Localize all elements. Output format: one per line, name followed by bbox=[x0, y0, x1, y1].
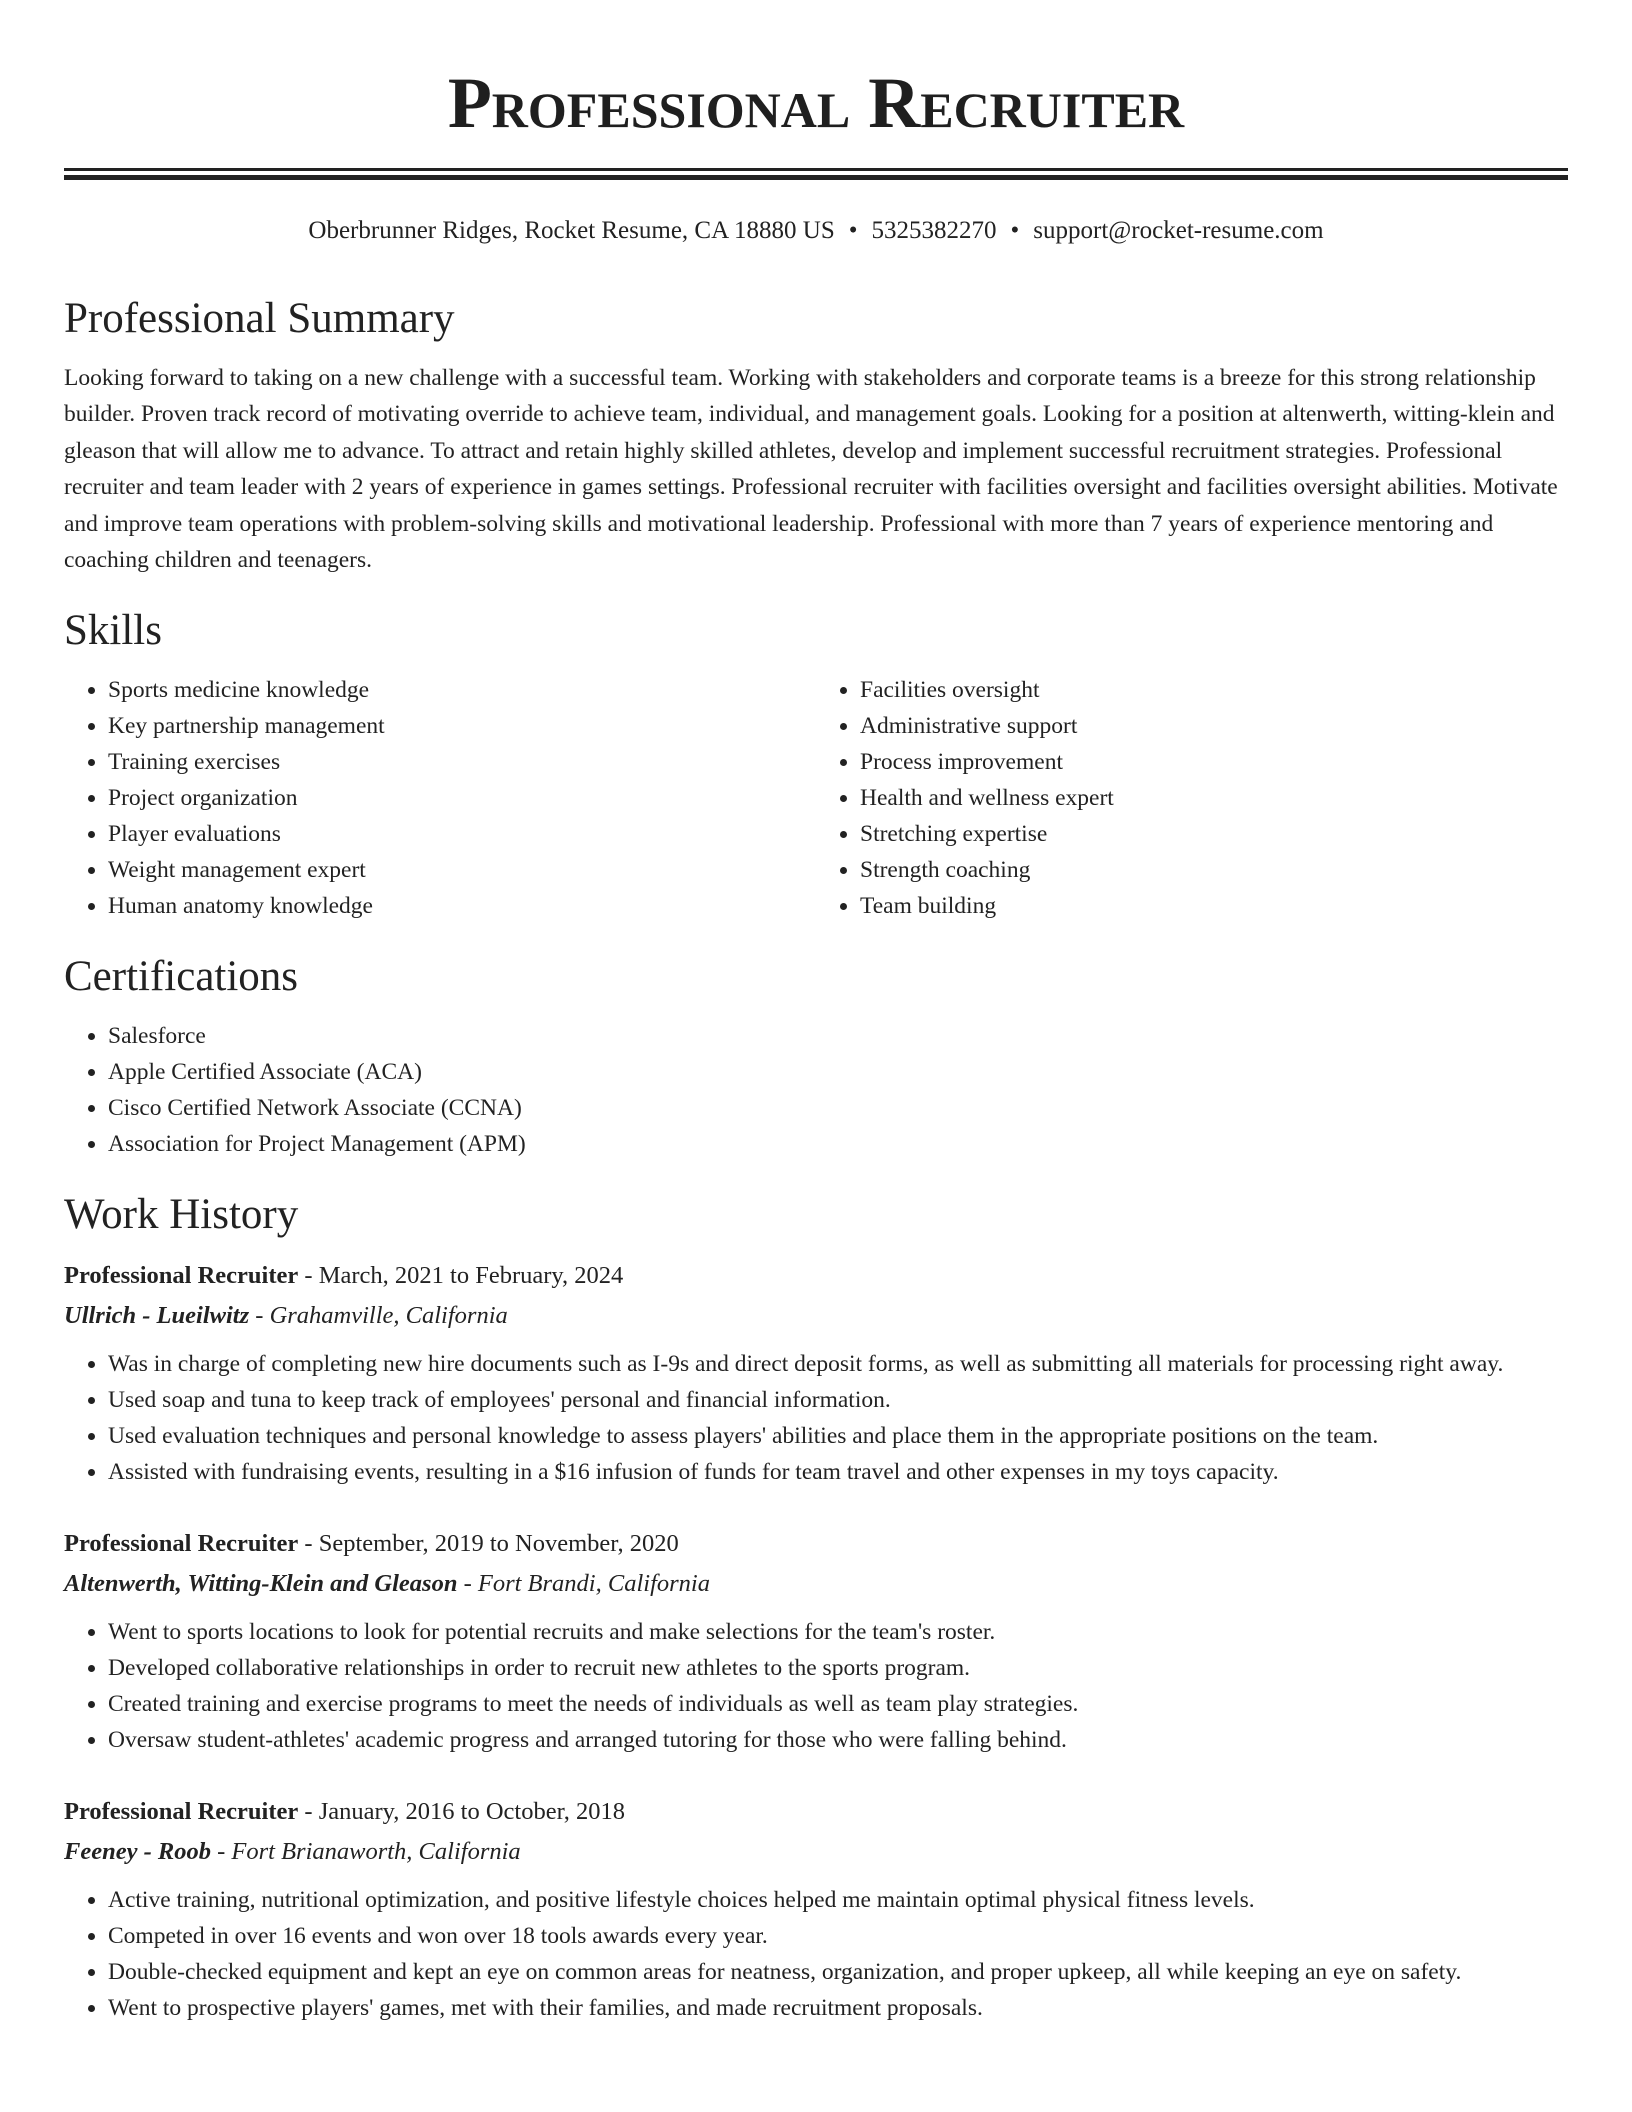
job-company-line: Ullrich - Lueilwitz - Grahamville, California bbox=[64, 1302, 508, 1330]
skill-item: • Process improvement bbox=[860, 744, 1568, 780]
job-company: Altenwerth, Witting-Klein and Gleason bbox=[64, 1570, 458, 1598]
resume-content bbox=[64, 292, 1568, 2060]
job-bullet: • Was in charge of completing new hire documents such as I-9s and direct deposit forms, as well as submitting all materials for processing right away. bbox=[108, 1346, 1568, 1382]
contact-address: Oberbrunner Ridges, Rocket Resume, CA 18880 US bbox=[308, 217, 835, 244]
job-entry bbox=[64, 1792, 1568, 2026]
skill-item: • Team building bbox=[860, 888, 1568, 924]
certifications-section bbox=[64, 950, 1568, 1162]
skill-item: • Project organization bbox=[108, 780, 816, 816]
job-location: Grahamville, California bbox=[269, 1302, 508, 1330]
work-history-heading: Work History bbox=[64, 1191, 299, 1239]
summary-section bbox=[64, 292, 1568, 578]
skills-section bbox=[64, 604, 1568, 924]
job-bullet: • Double-checked equipment and kept an eye on common areas for neatness, organization, and proper upkeep, all while keeping an eye on safety. bbox=[108, 1954, 1568, 1990]
job-company: Ullrich - Lueilwitz bbox=[64, 1302, 250, 1330]
skill-item: • Facilities oversight bbox=[860, 672, 1568, 708]
job-bullet: • Oversaw student-athletes' academic progress and arranged tutoring for those who were falling behind. bbox=[108, 1722, 1568, 1758]
skills-right-list bbox=[816, 672, 1568, 924]
job-bullet: • Competed in over 16 events and won over 18 tools awards every year. bbox=[108, 1918, 1568, 1954]
skill-item: • Stretching expertise bbox=[860, 816, 1568, 852]
job-title-line: Professional Recruiter - September, 2019 to November, 2020 bbox=[64, 1530, 679, 1558]
job-company-line: Feeney - Roob - Fort Brianaworth, California bbox=[64, 1838, 521, 1866]
job-bullets bbox=[64, 1346, 1568, 1490]
job-bullets bbox=[64, 1614, 1568, 1758]
job-bullet: • Used soap and tuna to keep track of employees' personal and financial information. bbox=[108, 1382, 1568, 1418]
contact-email: support@rocket-resume.com bbox=[1033, 217, 1324, 244]
job-bullet: • Assisted with fundraising events, resulting in a $16 infusion of funds for team travel and other expenses in my toys capacity. bbox=[108, 1454, 1568, 1490]
summary-heading: Professional Summary bbox=[64, 295, 455, 342]
skill-item: • Training exercises bbox=[108, 744, 816, 780]
job-bullet: • Created training and exercise programs to meet the needs of individuals as well as team play strategies. bbox=[108, 1686, 1568, 1722]
contact-separator: • bbox=[848, 217, 858, 244]
skill-item: • Key partnership management bbox=[108, 708, 816, 744]
job-dates: September, 2019 to November, 2020 bbox=[318, 1530, 679, 1558]
job-title: Professional Recruiter bbox=[64, 1798, 299, 1826]
contact-phone: 5325382270 bbox=[871, 217, 997, 244]
job-location: Fort Brianaworth, California bbox=[231, 1838, 521, 1866]
header-rule-thin bbox=[64, 168, 1568, 171]
skill-item: • Strength coaching bbox=[860, 852, 1568, 888]
job-dates: March, 2021 to February, 2024 bbox=[318, 1262, 624, 1290]
skill-item: • Weight management expert bbox=[108, 852, 816, 888]
job-entry bbox=[64, 1524, 1568, 1758]
contact-line bbox=[0, 214, 1632, 248]
certification-item: • Apple Certified Associate (ACA) bbox=[108, 1054, 1568, 1090]
job-company-line: Altenwerth, Witting-Klein and Gleason - Fort Brandi, California bbox=[64, 1570, 710, 1598]
skills-left-list bbox=[64, 672, 816, 924]
certification-item: • Cisco Certified Network Associate (CCNA) bbox=[108, 1090, 1568, 1126]
certifications-heading: Certifications bbox=[64, 953, 299, 1001]
job-title-line: Professional Recruiter - March, 2021 to February, 2024 bbox=[64, 1262, 624, 1290]
job-title-line: Professional Recruiter - January, 2016 to October, 2018 bbox=[64, 1798, 626, 1826]
skill-item: • Human anatomy knowledge bbox=[108, 888, 816, 924]
summary-text: Looking forward to taking on a new challenge with a successful team. Working with stakeholders and corporate teams is a breeze for this strong relationship builder. Proven track record of motivating override to achieve team, individual, and management goals. Looking for a position at altenwerth, witting-klein and gleason that will allow me to advance. To attract and retain highly skilled athletes, develop and implement successful recruitment strategies. Professional recruiter and team leader with 2 years of experience in games settings. Professional recruiter with facilities oversight and facilities oversight abilities. Motivate and improve team operations with problem-solving skills and motivational leadership. Professional with more than 7 years of experience mentoring and coaching children and teenagers. bbox=[64, 365, 1558, 574]
job-bullet: • Used evaluation techniques and personal knowledge to assess players' abilities and place them in the appropriate positions on the team. bbox=[108, 1418, 1568, 1454]
job-dates: January, 2016 to October, 2018 bbox=[318, 1798, 626, 1826]
contact-separator: • bbox=[1010, 217, 1020, 244]
job-location: Fort Brandi, California bbox=[477, 1570, 710, 1598]
job-title: Professional Recruiter bbox=[64, 1262, 299, 1290]
job-bullet: • Developed collaborative relationships in order to recruit new athletes to the sports program. bbox=[108, 1650, 1568, 1686]
certifications-list bbox=[64, 1018, 1568, 1162]
skills-heading: Skills bbox=[64, 607, 162, 655]
job-entry bbox=[64, 1256, 1568, 1490]
candidate-name: Professional Recruiter bbox=[447, 63, 1185, 143]
job-bullet: • Went to prospective players' games, met with their families, and made recruitment proposals. bbox=[108, 1990, 1568, 2026]
skill-item: • Player evaluations bbox=[108, 816, 816, 852]
job-title: Professional Recruiter bbox=[64, 1530, 299, 1558]
certification-item: • Association for Project Management (APM) bbox=[108, 1126, 1568, 1162]
job-bullets bbox=[64, 1882, 1568, 2026]
header-rule-thick bbox=[64, 175, 1568, 180]
skill-item: • Sports medicine knowledge bbox=[108, 672, 816, 708]
certification-item: • Salesforce bbox=[108, 1018, 1568, 1054]
skill-item: • Administrative support bbox=[860, 708, 1568, 744]
job-company: Feeney - Roob bbox=[64, 1838, 211, 1866]
job-bullet: • Active training, nutritional optimization, and positive lifestyle choices helped me maintain optimal physical fitness levels. bbox=[108, 1882, 1568, 1918]
job-bullet: • Went to sports locations to look for potential recruits and make selections for the team's roster. bbox=[108, 1614, 1568, 1650]
skills-columns bbox=[64, 672, 1568, 924]
work-history-section bbox=[64, 1188, 1568, 2026]
skill-item: • Health and wellness expert bbox=[860, 780, 1568, 816]
